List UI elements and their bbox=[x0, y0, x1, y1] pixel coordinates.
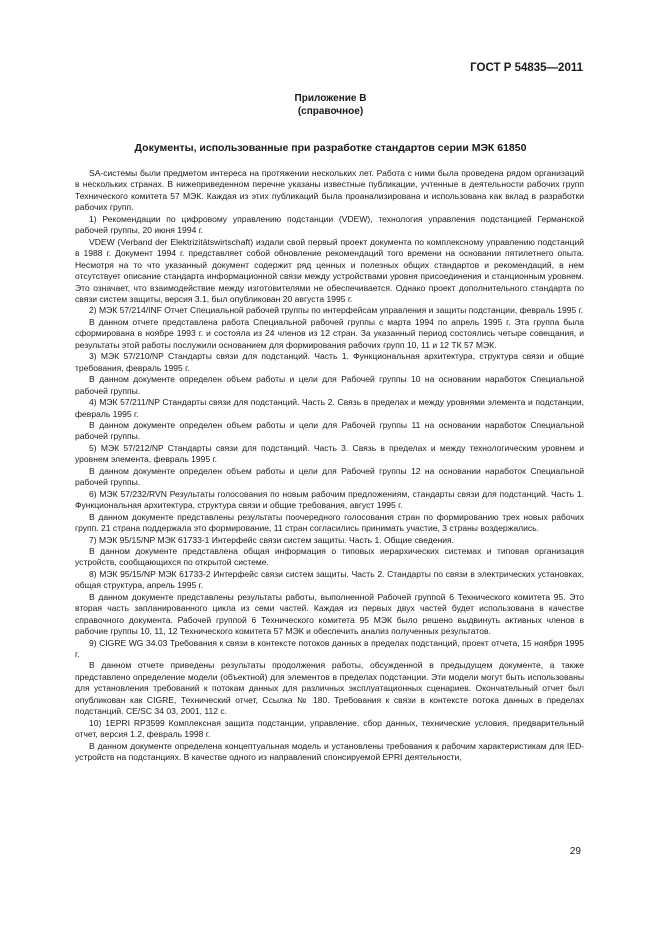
paragraph: В данном документе определен объем работы и цели для Рабочей группы 10 на основании наработок Специальной рабочей группы. bbox=[75, 374, 584, 396]
paragraph: 8) МЭК 95/15/NP МЭК 61733-2 Интерфейс связи систем защиты. Часть 2. Стандарты по связи в электрических установках, общая структура, апрель 1995 г. bbox=[75, 568, 584, 591]
paragraph: 2) МЭК 57/214/INF Отчет Специальной рабочей группы по интерфейсам управления и защиты подстанции, февраль 1995 г. bbox=[89, 305, 584, 316]
standard-number: ГОСТ Р 54835—2011 bbox=[470, 62, 583, 74]
paragraph: 3) МЭК 57/210/NP Стандарты связи для подстанций. Часть 1. Функциональная архитектура, структура связи и общие требования, февраль 1995 г. bbox=[75, 351, 584, 373]
paragraph: В данном отчете приведены результаты продолжения работы, обсужденной в предыдущем документе, а также представлено определение модели (объектной) для элементов в пределах подстанции. Эти модели могут быть использованы для установления требований к потокам данных для различных эксплуатационных сценариев. Окончательный отчет был опубликован как CIGRE, Технический отчет, Ссылка № 180. Требования к связи в контексте потока данных в пределах подстанций. CE/SC 34 03, 2001, 112 с. bbox=[75, 660, 584, 717]
body-text bbox=[75, 168, 584, 764]
paragraph: SA-системы были предметом интереса на протяжении нескольких лет. Работа с ними была проведена рядом организаций в нескольких странах. В нижеприведенном перечне указаны известные публикации, учтенные в деятельности рабочих групп Технического комитета 57 МЭК. Каждая из этих публикаций была проанализирована и использована как вклад в разработки рабочих групп. bbox=[75, 168, 584, 213]
paragraph: 9) CIGRE WG 34.03 Требования к связи в контексте потоков данных в пределах подстанций, проект отчета, 15 ноября 1995 г. bbox=[75, 637, 584, 660]
paragraph: 4) МЭК 57/211/NP Стандарты связи для подстанций. Часть 2. Связь в пределах и между уровнями элемента и подстанции, февраль 1995 г. bbox=[75, 397, 584, 419]
paragraph: 10) 1EPRI RP3599 Комплексная защита подстанции, управление, сбор данных, технические условия, предварительный отчет, версия 1.2, февраль 1998 г. bbox=[75, 717, 584, 740]
paragraph: 7) МЭК 95/15/NP МЭК 61733-1 Интерфейс связи систем защиты. Часть 1. Общие сведения. bbox=[89, 534, 455, 545]
paragraph: В данном документе определен объем работы и цели для Рабочей группы 12 на основании наработок Специальной рабочей группы. bbox=[75, 465, 584, 488]
paragraph: В данном документе представлены результаты поочередного голосования стран по формированию трех новых рабочих групп. 21 страна поддержала это формирование, 11 стран согласились принимать участие, 3 страны воздержались. bbox=[75, 511, 584, 534]
paragraph: В данном отчете представлена работа Специальной рабочей группы с марта 1994 по апрель 1995 г. Эта группа была сформирована в ноябре 1993 г. и состояла из 24 членов из 12 стран. За указанный период состоялись четыре совещания, и результаты этой работы послужили основанием для формирования рабочих групп 10, 11 и 12 ТК 57 МЭК. bbox=[75, 316, 584, 350]
appendix-title: Приложение В bbox=[294, 93, 367, 104]
paragraph: В данном документе определен объем работы и цели для Рабочей группы 11 на основании наработок Специальной рабочей группы. bbox=[75, 419, 584, 442]
paragraph: 1) Рекомендации по цифровому управлению подстанции (VDEW), технология управления подстанцией Германской рабочей группы, 20 июня 1994 г. bbox=[75, 213, 584, 236]
page-title: Документы, использованные при разработке стандартов серии МЭК 61850 bbox=[134, 142, 527, 154]
paragraph: В данном документе представлена общая информация о типовых иерархических системах и типовая организация устройств, сообщающихся по открытой системе. bbox=[75, 545, 584, 568]
paragraph: 6) МЭК 57/232/RVN Результаты голосования по новым рабочим предложениям, стандарты связи для подстанций. Часть 1. Функциональная архитектура, структура связи и общие требования, август 1995 г. bbox=[75, 488, 584, 511]
appendix-subtitle: (справочное) bbox=[297, 106, 364, 117]
appendix-heading bbox=[0, 92, 661, 118]
page-number: 29 bbox=[569, 846, 581, 857]
paragraph: 5) МЭК 57/212/NP Стандарты связи для подстанций. Часть 3. Связь в пределах и между технологическим уровнем и уровнем элемента, февраль 1995 г. bbox=[75, 442, 584, 465]
paragraph: В данном документе определена концептуальная модель и установлены требования к рабочим характеристикам для IED-устройств на подстанциях. В качестве одного из направлений спонсируемой EPRI деятельности, bbox=[75, 740, 584, 763]
paragraph: В данном документе представлены результаты работы, выполненной Рабочей группой 6 Технического комитета 95. Это вторая часть запланированного цикла из семи частей. Каждая из первых двух частей будет использована в качестве справочного документа. Рабочей группой 6 Технического комитета 95 МЭК было решено выдвинуть активных членов в рабочие группы 10, 11, 12 Технического комитета 57 МЭК и обеспечить анализ полученных результатов. bbox=[75, 591, 584, 637]
paragraph: VDEW (Verband der Elektrizitätswirtschaft) издали свой первый проект документа по комплексному управлению подстанций в 1988 г. Документ 1994 г. представляет собой обновление рекомендаций того времени на основании пятилетнего опыта. Несмотря на то что указанный документ содержит ряд ценных и полезных общих стандартов и рекомендаций, в нем отсутствует описание стандарта информационной связи между устройствами уровня присоединения и станционным уровнем. Это означает, что взаимодействие между изготовителями не обеспечивается. Однако проект дополнительного стандарта по связи систем защиты, версия 3.1, был опубликован 20 августа 1995 г. bbox=[75, 236, 584, 304]
